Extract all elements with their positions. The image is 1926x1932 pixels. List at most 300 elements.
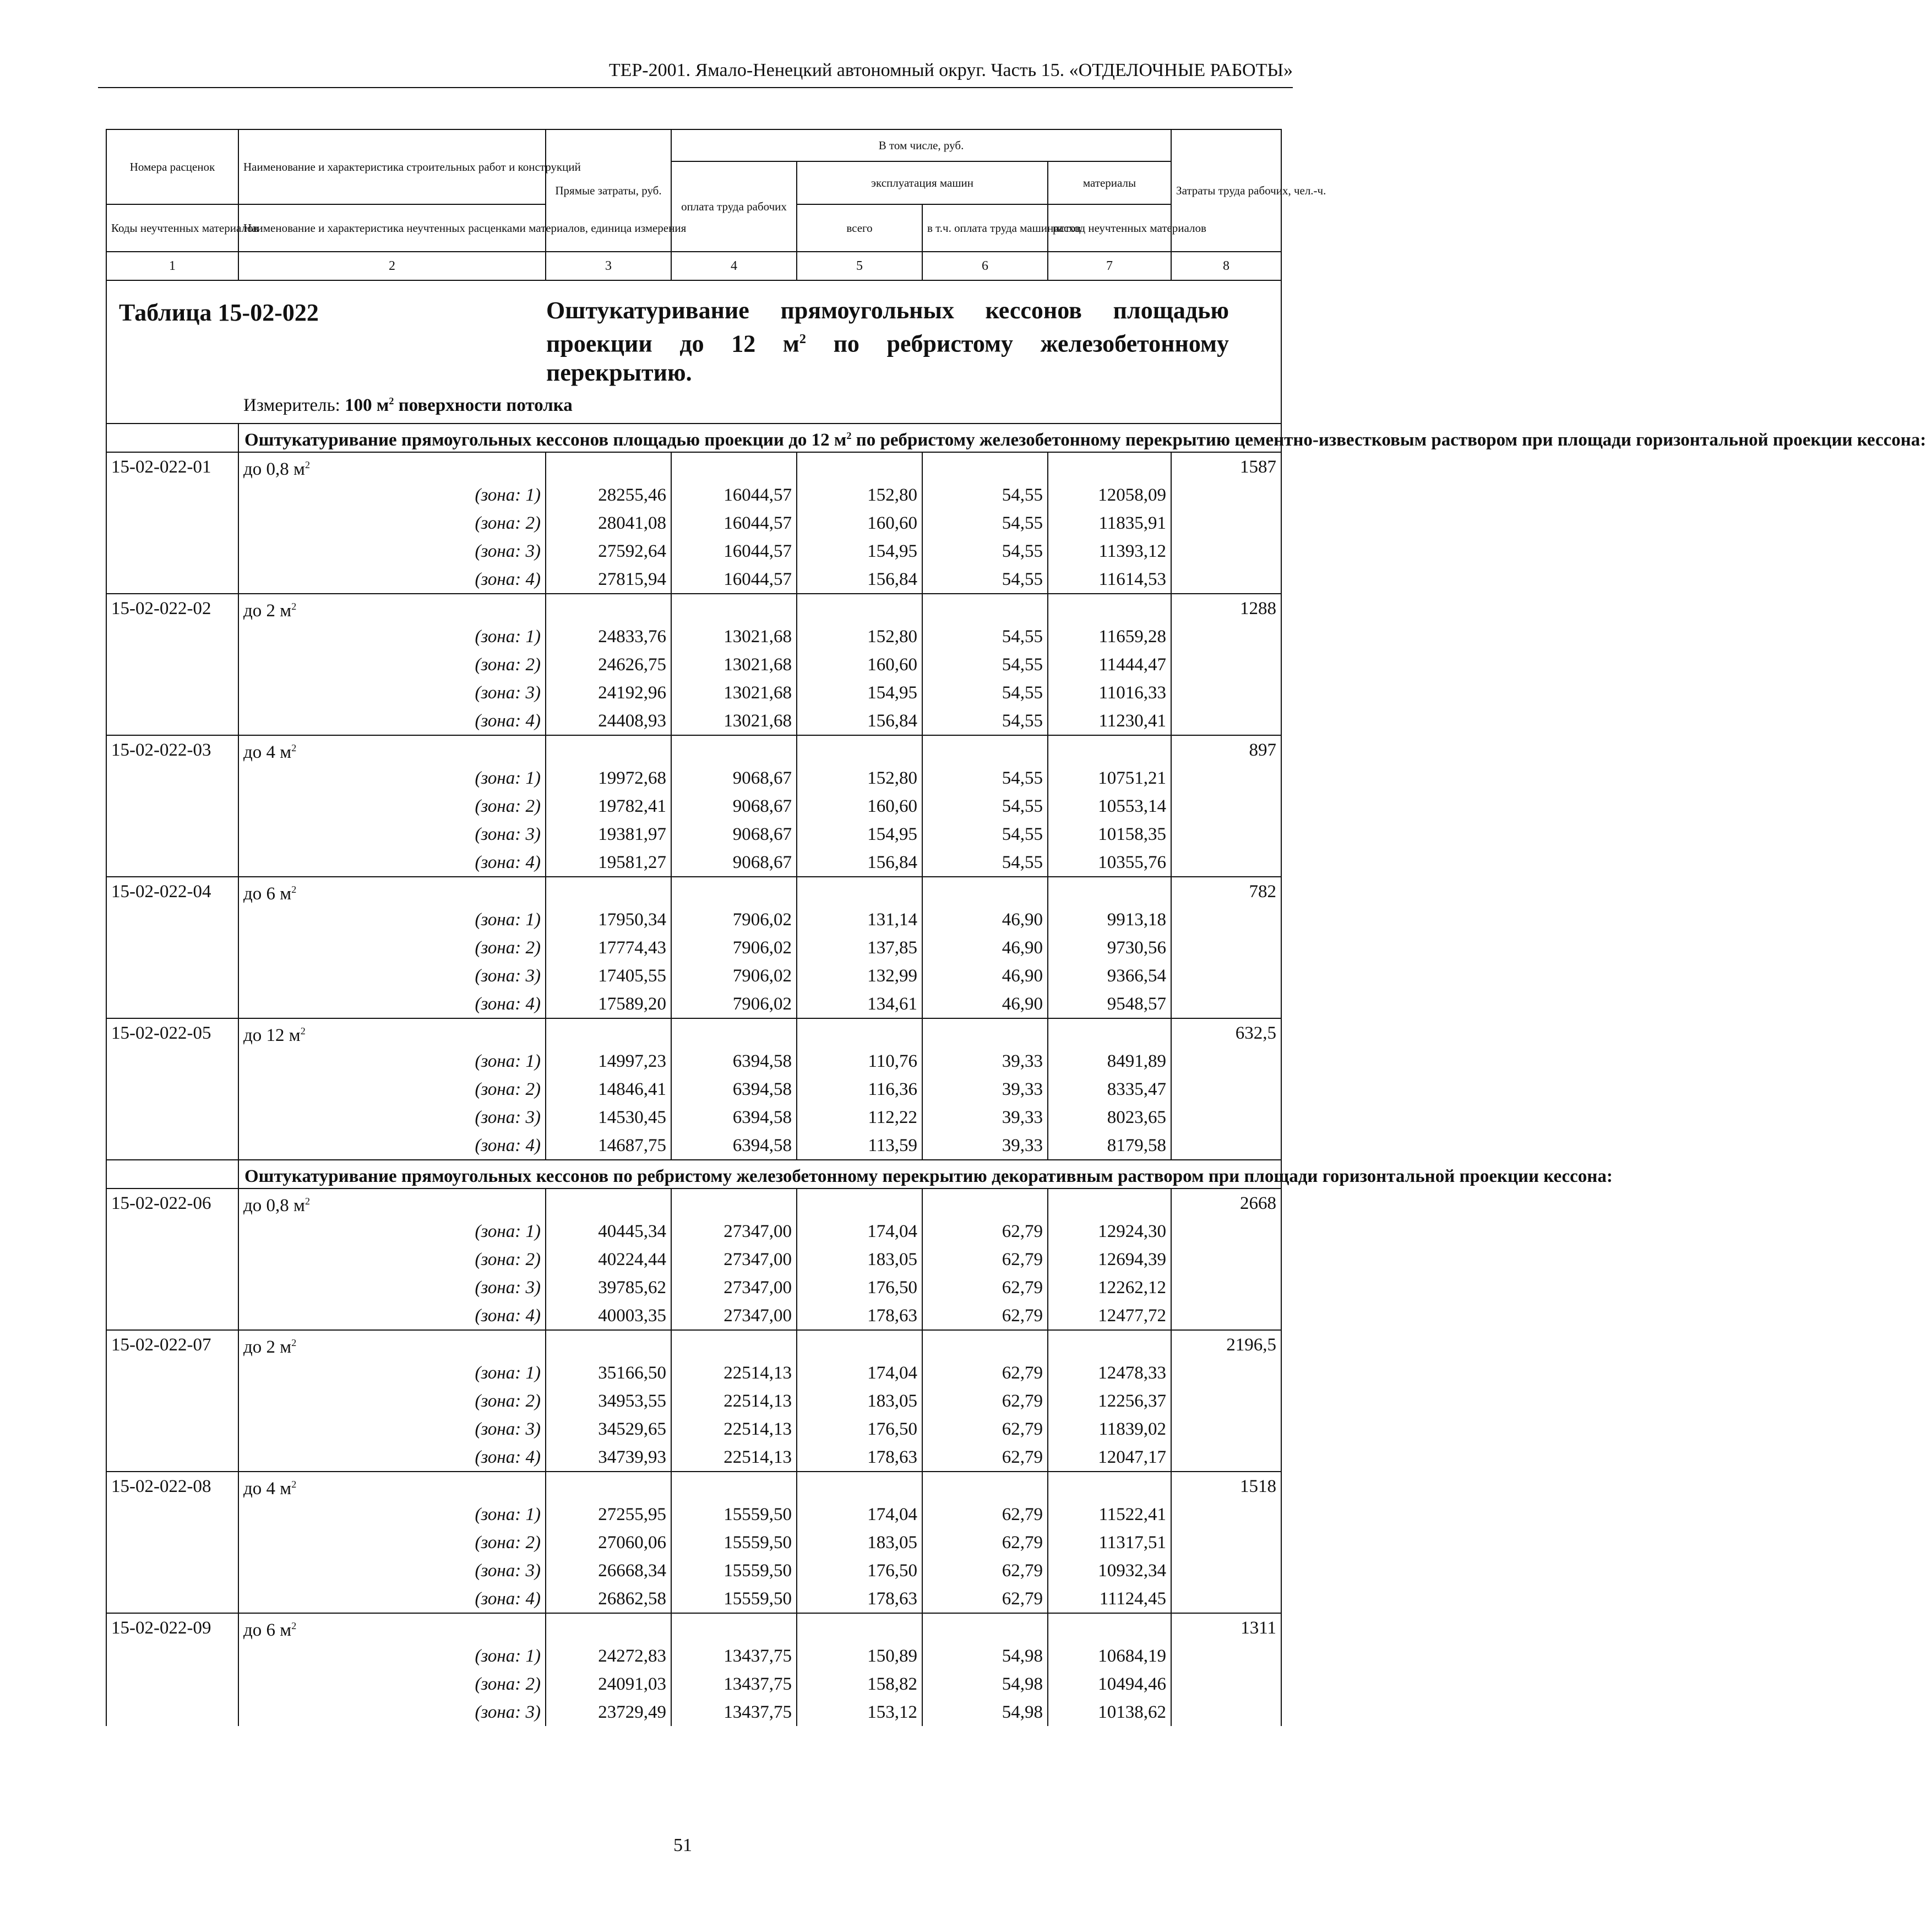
empty-cell <box>1048 1613 1171 1642</box>
col-number: 6 <box>922 252 1048 280</box>
machinist-wage: 54,55 <box>922 820 1048 848</box>
empty-cell <box>546 1188 671 1217</box>
materials-cost: 11614,53 <box>1048 565 1171 594</box>
materials-cost: 11317,51 <box>1048 1528 1171 1556</box>
materials-cost: 12694,39 <box>1048 1245 1171 1273</box>
empty-cell <box>106 848 238 877</box>
empty-cell <box>797 1330 922 1359</box>
direct-cost: 19782,41 <box>546 792 671 820</box>
machinist-wage: 62,79 <box>922 1387 1048 1415</box>
zone-label: (зона: 4) <box>238 1301 546 1330</box>
direct-cost: 17774,43 <box>546 934 671 962</box>
worker-wage: 15559,50 <box>671 1556 797 1584</box>
empty-cell <box>1048 1188 1171 1217</box>
labor-cost: 782 <box>1171 877 1281 905</box>
machinist-wage: 54,98 <box>922 1698 1048 1726</box>
rate-name: до 0,8 $м^2$ <box>238 452 546 481</box>
machinist-wage: 62,79 <box>922 1359 1048 1387</box>
empty-cell <box>1171 1359 1281 1387</box>
zone-row <box>106 1698 1281 1726</box>
worker-wage: 9068,67 <box>671 848 797 877</box>
materials-cost: 10751,21 <box>1048 764 1171 792</box>
empty-cell <box>1171 962 1281 990</box>
worker-wage: 22514,13 <box>671 1415 797 1443</box>
empty-cell <box>546 1472 671 1500</box>
empty-cell <box>1171 1670 1281 1698</box>
empty-cell <box>1171 622 1281 650</box>
col7-header: расход неучтенных материалов <box>1048 204 1171 252</box>
empty-cell <box>1171 1217 1281 1245</box>
empty-cell <box>671 1330 797 1359</box>
empty-cell <box>106 1443 238 1472</box>
zone-label: (зона: 2) <box>238 1245 546 1273</box>
rate-name: до 6 $м^2$ <box>238 1613 546 1642</box>
machinist-wage: 54,98 <box>922 1670 1048 1698</box>
empty-cell <box>106 792 238 820</box>
empty-cell <box>546 735 671 764</box>
empty-cell <box>106 1217 238 1245</box>
worker-wage: 6394,58 <box>671 1047 797 1075</box>
empty-cell <box>106 509 238 537</box>
worker-wage: 9068,67 <box>671 792 797 820</box>
zone-label: (зона: 3) <box>238 679 546 707</box>
empty-cell <box>106 1131 238 1160</box>
zone-row <box>106 1642 1281 1670</box>
empty-cell <box>106 1500 238 1528</box>
materials-cost: 10684,19 <box>1048 1642 1171 1670</box>
machinist-wage: 46,90 <box>922 934 1048 962</box>
empty-cell <box>106 1245 238 1273</box>
machinist-wage: 54,55 <box>922 650 1048 679</box>
materials-cost: 9730,56 <box>1048 934 1171 962</box>
worker-wage: 13021,68 <box>671 679 797 707</box>
table-label: Таблица 15-02-022 <box>119 299 319 326</box>
worker-wage: 13437,75 <box>671 1698 797 1726</box>
empty-cell <box>546 1018 671 1047</box>
empty-cell <box>1171 934 1281 962</box>
empty-cell <box>671 594 797 622</box>
empty-cell <box>546 877 671 905</box>
zone-label: (зона: 2) <box>238 1387 546 1415</box>
machine-cost: 183,05 <box>797 1387 922 1415</box>
machine-cost: 176,50 <box>797 1556 922 1584</box>
rate-code-row <box>106 1018 1281 1047</box>
machinist-wage: 62,79 <box>922 1217 1048 1245</box>
empty-cell <box>1171 1301 1281 1330</box>
zone-label: (зона: 1) <box>238 1359 546 1387</box>
zone-label: (зона: 3) <box>238 537 546 565</box>
worker-wage: 7906,02 <box>671 962 797 990</box>
empty-cell <box>1171 792 1281 820</box>
rate-code-row <box>106 594 1281 622</box>
empty-cell <box>1048 594 1171 622</box>
zone-label: (зона: 2) <box>238 650 546 679</box>
col6-header: в т.ч. оплата труда машинистов <box>922 204 1048 252</box>
section-title: Оштукатуривание прямоугольных кессонов площадью проекции до 12 $м^2$ по ребристому железобетонному перекрытию цементно-известковым раствором при площади горизонтальной проекции кессона: <box>238 424 1281 452</box>
machinist-wage: 54,55 <box>922 565 1048 594</box>
empty-cell <box>1171 509 1281 537</box>
zone-row <box>106 764 1281 792</box>
empty-cell <box>106 679 238 707</box>
empty-cell <box>106 1584 238 1613</box>
direct-cost: 28041,08 <box>546 509 671 537</box>
direct-cost: 27255,95 <box>546 1500 671 1528</box>
empty-cell <box>1171 1387 1281 1415</box>
machine-cost: 134,61 <box>797 990 922 1018</box>
rate-code-row <box>106 1330 1281 1359</box>
empty-cell <box>106 820 238 848</box>
empty-cell <box>106 1556 238 1584</box>
machine-cost: 160,60 <box>797 650 922 679</box>
rate-code-row <box>106 877 1281 905</box>
zone-row <box>106 1556 1281 1584</box>
machine-cost: 152,80 <box>797 764 922 792</box>
empty-cell <box>1171 481 1281 509</box>
rate-name: до 6 $м^2$ <box>238 877 546 905</box>
header-rule <box>98 87 1293 88</box>
empty-cell <box>797 594 922 622</box>
rate-code: 15-02-022-03 <box>106 735 238 764</box>
rates-body <box>106 424 1926 1726</box>
zone-label: (зона: 4) <box>238 1584 546 1613</box>
machine-cost: 154,95 <box>797 679 922 707</box>
zone-row <box>106 848 1281 877</box>
rate-code: 15-02-022-06 <box>106 1188 238 1217</box>
empty-cell <box>1171 1047 1281 1075</box>
machinist-wage: 62,79 <box>922 1528 1048 1556</box>
machine-cost: 160,60 <box>797 509 922 537</box>
empty-cell <box>922 1613 1048 1642</box>
rate-name: до 12 $м^2$ <box>238 1018 546 1047</box>
empty-cell <box>1171 707 1281 735</box>
col-number: 2 <box>238 252 546 280</box>
zone-row <box>106 990 1281 1018</box>
direct-cost: 34953,55 <box>546 1387 671 1415</box>
direct-cost: 24091,03 <box>546 1670 671 1698</box>
machinist-wage: 62,79 <box>922 1301 1048 1330</box>
empty-cell <box>1171 1273 1281 1301</box>
section-spacer <box>106 424 238 452</box>
zone-label: (зона: 1) <box>238 1047 546 1075</box>
machinist-wage: 46,90 <box>922 905 1048 934</box>
materials-cost: 12256,37 <box>1048 1387 1171 1415</box>
machine-cost: 156,84 <box>797 707 922 735</box>
materials-cost: 8179,58 <box>1048 1131 1171 1160</box>
rate-name: до 0,8 $м^2$ <box>238 1188 546 1217</box>
labor-cost: 1288 <box>1171 594 1281 622</box>
zone-label: (зона: 1) <box>238 1217 546 1245</box>
direct-cost: 19381,97 <box>546 820 671 848</box>
materials-cost: 10932,34 <box>1048 1556 1171 1584</box>
zone-label: (зона: 2) <box>238 509 546 537</box>
labor-cost: 2196,5 <box>1171 1330 1281 1359</box>
empty-cell <box>1171 1443 1281 1472</box>
direct-cost: 34529,65 <box>546 1415 671 1443</box>
worker-wage: 6394,58 <box>671 1075 797 1103</box>
materials-cost: 10355,76 <box>1048 848 1171 877</box>
direct-cost: 24626,75 <box>546 650 671 679</box>
zone-row <box>106 1217 1281 1245</box>
machine-cost: 183,05 <box>797 1245 922 1273</box>
rate-code: 15-02-022-08 <box>106 1472 238 1500</box>
empty-cell <box>922 1330 1048 1359</box>
machine-cost: 156,84 <box>797 848 922 877</box>
materials-cost: 11230,41 <box>1048 707 1171 735</box>
section-header-row <box>106 1160 1281 1188</box>
empty-cell <box>922 877 1048 905</box>
rate-code-row <box>106 452 1281 481</box>
rate-code-row <box>106 735 1281 764</box>
worker-wage: 27347,00 <box>671 1217 797 1245</box>
incl-header: В том числе, руб. <box>671 129 1171 161</box>
empty-cell <box>671 877 797 905</box>
empty-cell <box>922 1018 1048 1047</box>
zone-row <box>106 1500 1281 1528</box>
machine-cost: 137,85 <box>797 934 922 962</box>
empty-cell <box>671 735 797 764</box>
empty-cell <box>797 1472 922 1500</box>
direct-cost: 26668,34 <box>546 1556 671 1584</box>
empty-cell <box>1171 1698 1281 1726</box>
empty-cell <box>1171 1131 1281 1160</box>
col1-top-header: Номера расценок <box>106 129 238 204</box>
empty-cell <box>106 1642 238 1670</box>
zone-label: (зона: 2) <box>238 1670 546 1698</box>
zone-row <box>106 962 1281 990</box>
direct-cost: 14687,75 <box>546 1131 671 1160</box>
empty-cell <box>546 452 671 481</box>
machinist-wage: 62,79 <box>922 1556 1048 1584</box>
page-number: 51 <box>673 1835 692 1855</box>
zone-label: (зона: 4) <box>238 990 546 1018</box>
empty-cell <box>106 622 238 650</box>
zone-row <box>106 481 1281 509</box>
machinist-wage: 62,79 <box>922 1245 1048 1273</box>
zone-row <box>106 565 1281 594</box>
zone-label: (зона: 4) <box>238 1443 546 1472</box>
zone-label: (зона: 3) <box>238 962 546 990</box>
empty-cell <box>1171 537 1281 565</box>
machine-cost: 176,50 <box>797 1273 922 1301</box>
labor-cost: 1587 <box>1171 452 1281 481</box>
machine-cost: 116,36 <box>797 1075 922 1103</box>
machine-cost: 152,80 <box>797 481 922 509</box>
machine-cost: 153,12 <box>797 1698 922 1726</box>
zone-label: (зона: 4) <box>238 848 546 877</box>
zone-label: (зона: 1) <box>238 481 546 509</box>
empty-cell <box>1048 735 1171 764</box>
materials-cost: 11522,41 <box>1048 1500 1171 1528</box>
direct-cost: 19972,68 <box>546 764 671 792</box>
direct-cost: 24408,93 <box>546 707 671 735</box>
empty-cell <box>546 1330 671 1359</box>
column-numbers-row <box>106 252 1281 280</box>
zone-label: (зона: 1) <box>238 622 546 650</box>
worker-wage: 13437,75 <box>671 1670 797 1698</box>
machinist-wage: 54,55 <box>922 707 1048 735</box>
materials-cost: 11124,45 <box>1048 1584 1171 1613</box>
zone-label: (зона: 3) <box>238 820 546 848</box>
rate-code-row <box>106 1472 1281 1500</box>
empty-cell <box>106 1670 238 1698</box>
zone-row <box>106 1443 1281 1472</box>
empty-cell <box>922 452 1048 481</box>
machine-cost: 178,63 <box>797 1301 922 1330</box>
machinist-wage: 46,90 <box>922 962 1048 990</box>
zone-row <box>106 679 1281 707</box>
worker-wage: 27347,00 <box>671 1245 797 1273</box>
worker-wage: 13437,75 <box>671 1642 797 1670</box>
zone-label: (зона: 4) <box>238 1131 546 1160</box>
worker-wage: 16044,57 <box>671 537 797 565</box>
materials-cost: 10494,46 <box>1048 1670 1171 1698</box>
machine-cost: 174,04 <box>797 1500 922 1528</box>
empty-cell <box>106 764 238 792</box>
zone-row <box>106 820 1281 848</box>
materials-cost: 12047,17 <box>1048 1443 1171 1472</box>
empty-cell <box>1171 1415 1281 1443</box>
zone-label: (зона: 1) <box>238 905 546 934</box>
rate-code-row <box>106 1188 1281 1217</box>
machinist-wage: 62,79 <box>922 1415 1048 1443</box>
empty-cell <box>797 877 922 905</box>
zone-label: (зона: 3) <box>238 1103 546 1131</box>
empty-cell <box>797 1018 922 1047</box>
rate-code: 15-02-022-07 <box>106 1330 238 1359</box>
machine-cost: 160,60 <box>797 792 922 820</box>
empty-cell <box>1048 1472 1171 1500</box>
empty-cell <box>106 1387 238 1415</box>
empty-cell <box>797 1188 922 1217</box>
machine-cost: 178,63 <box>797 1584 922 1613</box>
empty-cell <box>922 1472 1048 1500</box>
machinist-wage: 54,55 <box>922 679 1048 707</box>
empty-cell <box>671 1018 797 1047</box>
zone-row <box>106 934 1281 962</box>
worker-wage: 27347,00 <box>671 1301 797 1330</box>
empty-cell <box>106 905 238 934</box>
machinist-wage: 62,79 <box>922 1273 1048 1301</box>
worker-wage: 15559,50 <box>671 1528 797 1556</box>
col-number: 5 <box>797 252 922 280</box>
direct-cost: 34739,93 <box>546 1443 671 1472</box>
zone-label: (зона: 3) <box>238 1698 546 1726</box>
empty-cell <box>1171 1075 1281 1103</box>
direct-cost: 17405,55 <box>546 962 671 990</box>
zone-row <box>106 1245 1281 1273</box>
zone-label: (зона: 2) <box>238 792 546 820</box>
machine-cost: 158,82 <box>797 1670 922 1698</box>
machines-header: эксплуатация машин <box>797 161 1048 204</box>
running-header: ТЕР-2001. Ямало-Ненецкий автономный округ. Часть 15. «ОТДЕЛОЧНЫЕ РАБОТЫ» <box>608 60 1293 80</box>
empty-cell <box>671 1613 797 1642</box>
section-title: Оштукатуривание прямоугольных кессонов по ребристому железобетонному перекрытию декоративным раствором при площади горизонтальной проекции кессона: <box>238 1160 1281 1188</box>
worker-wage: 22514,13 <box>671 1443 797 1472</box>
worker-wage: 7906,02 <box>671 905 797 934</box>
empty-cell <box>671 452 797 481</box>
empty-cell <box>106 707 238 735</box>
materials-cost: 8491,89 <box>1048 1047 1171 1075</box>
zone-row <box>106 537 1281 565</box>
empty-cell <box>106 1415 238 1443</box>
empty-cell <box>1171 1103 1281 1131</box>
zone-row <box>106 1131 1281 1160</box>
empty-cell <box>1171 1584 1281 1613</box>
materials-cost: 8335,47 <box>1048 1075 1171 1103</box>
worker-wage: 13021,68 <box>671 707 797 735</box>
zone-label: (зона: 1) <box>238 1642 546 1670</box>
worker-wage: 27347,00 <box>671 1273 797 1301</box>
direct-cost: 19581,27 <box>546 848 671 877</box>
materials-cost: 9548,57 <box>1048 990 1171 1018</box>
empty-cell <box>922 594 1048 622</box>
rate-code: 15-02-022-05 <box>106 1018 238 1047</box>
zone-row <box>106 1528 1281 1556</box>
worker-wage: 13021,68 <box>671 622 797 650</box>
zone-row <box>106 792 1281 820</box>
materials-cost: 11839,02 <box>1048 1415 1171 1443</box>
empty-cell <box>106 1273 238 1301</box>
materials-cost: 12477,72 <box>1048 1301 1171 1330</box>
zone-row <box>106 905 1281 934</box>
machine-cost: 156,84 <box>797 565 922 594</box>
worker-wage: 22514,13 <box>671 1387 797 1415</box>
direct-cost: 17950,34 <box>546 905 671 934</box>
direct-cost: 14530,45 <box>546 1103 671 1131</box>
direct-cost: 27815,94 <box>546 565 671 594</box>
empty-cell <box>106 990 238 1018</box>
section-header-row <box>106 424 1281 452</box>
machine-cost: 176,50 <box>797 1415 922 1443</box>
machine-cost: 152,80 <box>797 622 922 650</box>
zone-row <box>106 1670 1281 1698</box>
direct-cost: 24833,76 <box>546 622 671 650</box>
col-number: 3 <box>546 252 671 280</box>
empty-cell <box>106 1075 238 1103</box>
worker-wage: 7906,02 <box>671 990 797 1018</box>
zone-label: (зона: 1) <box>238 764 546 792</box>
materials-cost: 11393,12 <box>1048 537 1171 565</box>
measure-unit: Измеритель: 100 $м^2$ поверхности потолка <box>243 395 573 415</box>
zone-label: (зона: 3) <box>238 1273 546 1301</box>
direct-cost: 40445,34 <box>546 1217 671 1245</box>
worker-wage: 6394,58 <box>671 1103 797 1131</box>
labor-cost: 1311 <box>1171 1613 1281 1642</box>
empty-cell <box>1048 877 1171 905</box>
machine-cost: 183,05 <box>797 1528 922 1556</box>
worker-wage: 16044,57 <box>671 565 797 594</box>
materials-cost: 11659,28 <box>1048 622 1171 650</box>
direct-cost: 14846,41 <box>546 1075 671 1103</box>
col2-bottom-header: Наименование и характеристика неучтенных расценками материалов, единица измерения <box>238 204 546 252</box>
machine-cost: 132,99 <box>797 962 922 990</box>
col-number: 4 <box>671 252 797 280</box>
machinist-wage: 54,55 <box>922 848 1048 877</box>
col2-top-header: Наименование и характеристика строительных работ и конструкций <box>238 129 546 204</box>
labor-cost: 1518 <box>1171 1472 1281 1500</box>
direct-cost: 28255,46 <box>546 481 671 509</box>
empty-cell <box>1171 764 1281 792</box>
direct-cost: 24192,96 <box>546 679 671 707</box>
empty-cell <box>1171 1642 1281 1670</box>
machine-cost: 131,14 <box>797 905 922 934</box>
materials-cost: 9366,54 <box>1048 962 1171 990</box>
labor-cost: 2668 <box>1171 1188 1281 1217</box>
col1-bottom-header: Коды неучтенных материалов <box>106 204 238 252</box>
machinist-wage: 39,33 <box>922 1103 1048 1131</box>
empty-cell <box>106 962 238 990</box>
empty-cell <box>1048 1018 1171 1047</box>
